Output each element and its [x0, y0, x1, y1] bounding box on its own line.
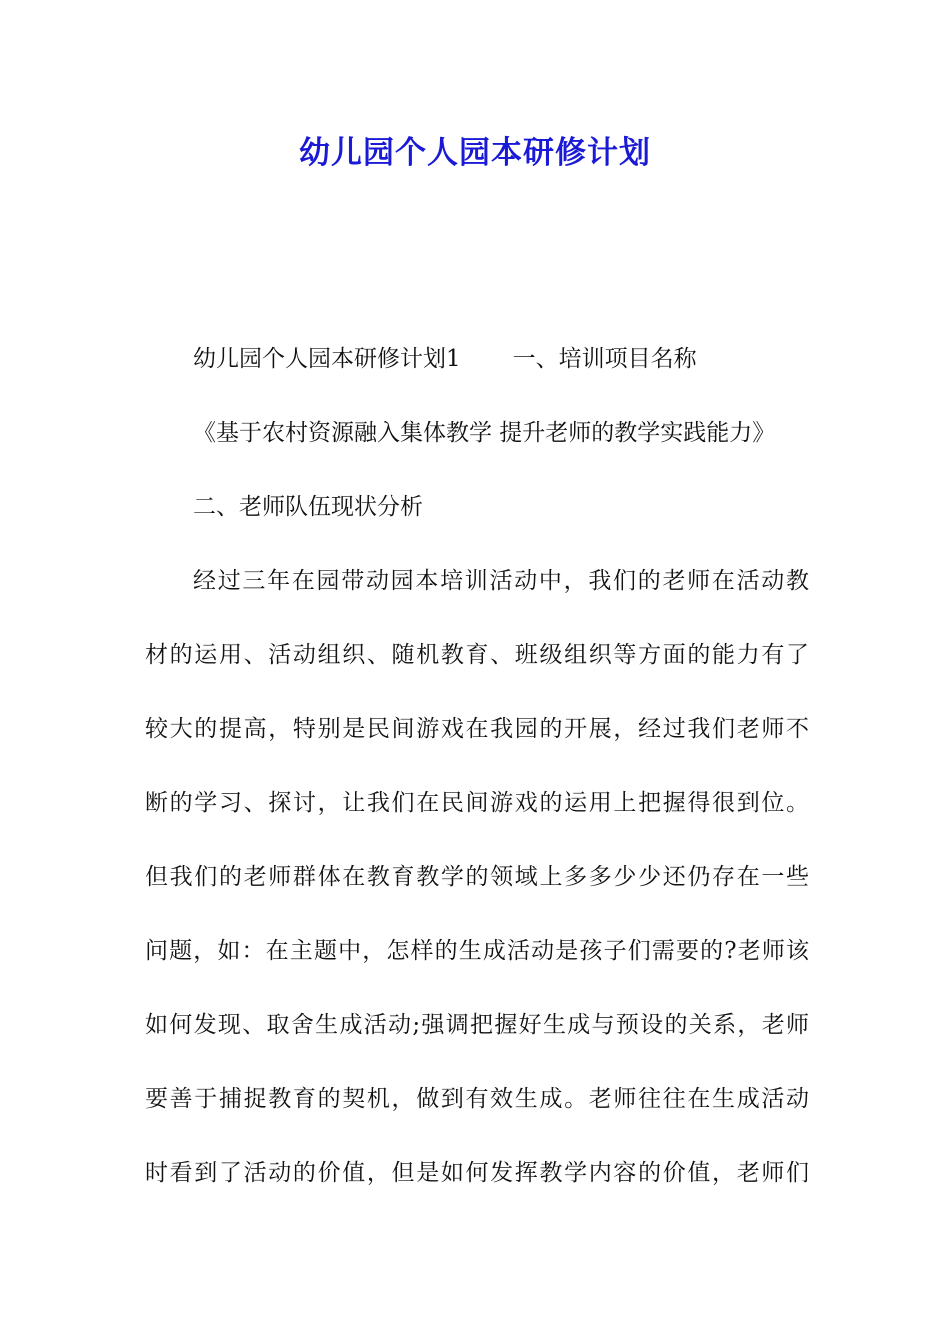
body-line-6: 较大的提高，特别是民间游戏在我园的开展，经过我们老师不: [145, 716, 809, 742]
body-line-10: 如何发现、取舍生成活动;强调把握好生成与预设的关系，老师: [145, 1012, 809, 1038]
document-title: 幼儿园个人园本研修计划: [299, 135, 651, 171]
body-line-7: 断的学习、探讨，让我们在民间游戏的运用上把握得很到位。: [145, 790, 809, 816]
body-line-9: 问题，如：在主题中，怎样的生成活动是孩子们需要的?老师该: [145, 938, 809, 964]
plan-heading: 幼儿园个人园本研修计划1: [193, 346, 461, 372]
body-line-2: 《基于农村资源融入集体教学 提升老师的教学实践能力》: [193, 420, 776, 446]
body-line-4: 经过三年在园带动园本培训活动中，我们的老师在活动教: [193, 568, 809, 594]
section-heading-1: 一、培训项目名称: [512, 346, 697, 372]
document-body: [145, 322, 809, 1210]
body-line-1: [145, 322, 809, 396]
body-line-8: 但我们的老师群体在教育教学的领域上多多少少还仍存在一些: [145, 864, 809, 890]
body-line-5: 材的运用、活动组织、随机教育、班级组织等方面的能力有了: [145, 642, 809, 668]
section-heading-2: 二、老师队伍现状分析: [193, 494, 423, 520]
body-line-11: 要善于捕捉教育的契机，做到有效生成。老师往往在生成活动: [145, 1086, 809, 1112]
body-line-12: 时看到了活动的价值，但是如何发挥教学内容的价值，老师们: [145, 1160, 809, 1186]
